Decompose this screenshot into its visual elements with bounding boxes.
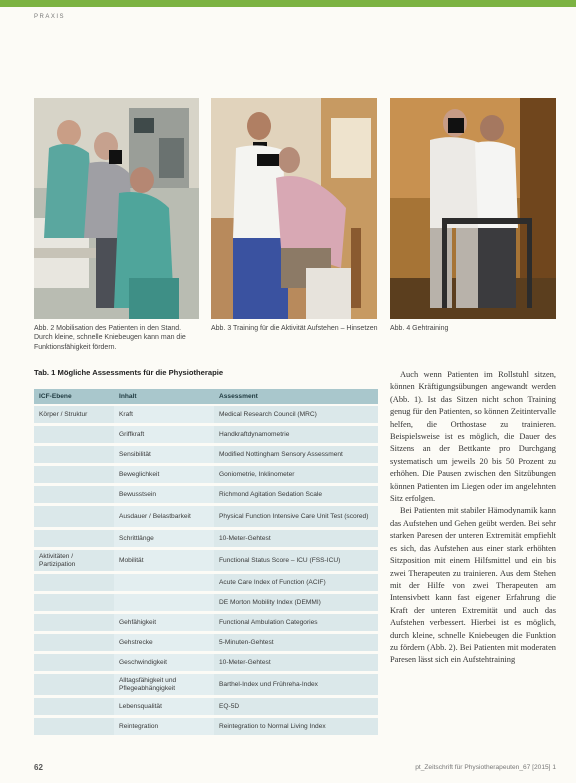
body-paragraph: Bei Patienten mit stabiler Hämodynamik kann das Aufstehen und Gehen geübt werden. Bei sehr starken Paresen der unteren Extremität empfiehlt es sich, das Aufstehen aus einer stark erhöhten Sitzposition mit einem Hilfsmittel und ein bis zwei Therapeuten zu trainieren. Aus dem Stehen mit der Hilfe von zwei Therapeuten am Intensivbett kann fast eigener Erfahrung die Kraft der unteren Extremität und auch das Aufstehen verbessert. Hierbei ist es möglich, durch kleine, schnelle Kniebeugen die Funktion zu fördern (Abb. 2). Bei Patienten mit moderaten Paresen lässt sich ein Aufstehtraining [390,506,556,665]
content-cell: Gehstrecke [114,633,214,653]
icf-level-cell [34,485,114,505]
assessment-cell: Functional Ambulation Categories [214,613,378,633]
content-cell: Kraft [114,405,214,425]
figure-photo-gait-training [390,98,556,319]
icf-level-cell: Aktivitäten / Partizipation [34,549,114,573]
icf-level-cell [34,697,114,717]
content-cell: Sensibilität [114,445,214,465]
content-cell [114,593,214,613]
icf-level-cell [34,673,114,697]
icf-level-cell [34,529,114,549]
figure-photo-sit-to-stand [211,98,377,319]
table-row [34,425,378,445]
icf-level-cell [34,505,114,529]
table-row [34,505,378,529]
table-row [34,549,378,573]
table-row [34,445,378,465]
column-header-content: Inhalt [114,389,214,405]
content-cell: Bewusstsein [114,485,214,505]
figure-caption-2: Abb. 2 Mobilisation des Patienten in den Stand. Durch kleine, schnelle Kniebeugen kann man die Funktionsfähigkeit fördern. [34,325,186,351]
header-accent-bar [0,0,576,7]
assessment-cell: Richmond Agitation Sedation Scale [214,485,378,505]
content-cell: Gehfähigkeit [114,613,214,633]
content-cell: Beweglichkeit [114,465,214,485]
icf-level-cell: Körper / Struktur [34,405,114,425]
icf-level-cell [34,633,114,653]
figure-photo-mobilisation [34,98,199,319]
icf-level-cell [34,445,114,465]
icf-level-cell [34,653,114,673]
table-row [34,593,378,613]
assessment-cell: Physical Function Intensive Care Unit Test (scored) [214,505,378,529]
table-row [34,405,378,425]
icf-level-cell [34,465,114,485]
content-cell: Mobilität [114,549,214,573]
content-cell: Reintegration [114,717,214,737]
content-cell: Lebensqualität [114,697,214,717]
table-row [34,573,378,593]
assessment-cell: 10-Meter-Gehtest [214,529,378,549]
icf-level-cell [34,717,114,737]
content-cell [114,573,214,593]
article-body-text [390,369,556,667]
assessment-cell: Functional Status Score – ICU (FSS-ICU) [214,549,378,573]
icf-level-cell [34,593,114,613]
assessment-table [34,389,378,738]
assessment-cell: 10-Meter-Gehtest [214,653,378,673]
section-label: PRAXIS [34,14,66,20]
assessment-cell: Goniometrie, Inklinometer [214,465,378,485]
column-header-icf: ICF-Ebene [34,389,114,405]
assessment-cell: Acute Care Index of Function (ACIF) [214,573,378,593]
table-row [34,613,378,633]
icf-level-cell [34,573,114,593]
table-row [34,633,378,653]
assessment-cell: EQ-5D [214,697,378,717]
icf-level-cell [34,425,114,445]
figure-caption-3: Abb. 3 Training für die Aktivität Aufstehen – Hinsetzen [211,325,378,332]
table-title: Tab. 1 Mögliche Assessments für die Physiotherapie [34,368,224,377]
figure-caption-4: Abb. 4 Gehtraining [390,325,449,332]
table-row [34,465,378,485]
assessment-cell: Medical Research Council (MRC) [214,405,378,425]
content-cell: Schrittlänge [114,529,214,549]
content-cell: Griffkraft [114,425,214,445]
column-header-assessment: Assessment [214,389,378,405]
assessment-cell: Reintegration to Normal Living Index [214,717,378,737]
table-row [34,529,378,549]
content-cell: Ausdauer / Belastbarkeit [114,505,214,529]
table-row [34,697,378,717]
icf-level-cell [34,613,114,633]
assessment-cell: Handkraftdynamometrie [214,425,378,445]
table-header-row [34,389,378,405]
assessment-cell: DE Morton Mobility Index (DEMMI) [214,593,378,613]
table-row [34,653,378,673]
journal-footer: pt_Zeitschrift für Physiotherapeuten_67 [2015] 1 [415,764,556,771]
table-row [34,673,378,697]
body-paragraph: Auch wenn Patienten im Rollstuhl sitzen, können Kräftigungsübungen angewandt werden (Abb. 1). Ist das Sitzen nicht schon Training genug für den Patienten, so können Zeitintervalle helfen, die Orthostase zu trainieren. Beispielsweise ist es möglich, die Dauer des Sitzens an der Bettkante pro Durchgang systematisch um jeweils 20 bis 50 Prozent zu erhöhen. Die Pausen zwischen den Sitzübungen können Patienten im Liegen oder im angelehnten Sitz erfolgen. [390,370,556,504]
page-number: 62 [34,763,43,772]
assessment-cell: Barthel-Index und Frühreha-Index [214,673,378,697]
table-row [34,717,378,737]
content-cell: Alltagsfähigkeit und Pflegeabhängigkeit [114,673,214,697]
assessment-cell: Modified Nottingham Sensory Assessment [214,445,378,465]
table-row [34,485,378,505]
content-cell: Geschwindigkeit [114,653,214,673]
assessment-cell: 5-Minuten-Gehtest [214,633,378,653]
